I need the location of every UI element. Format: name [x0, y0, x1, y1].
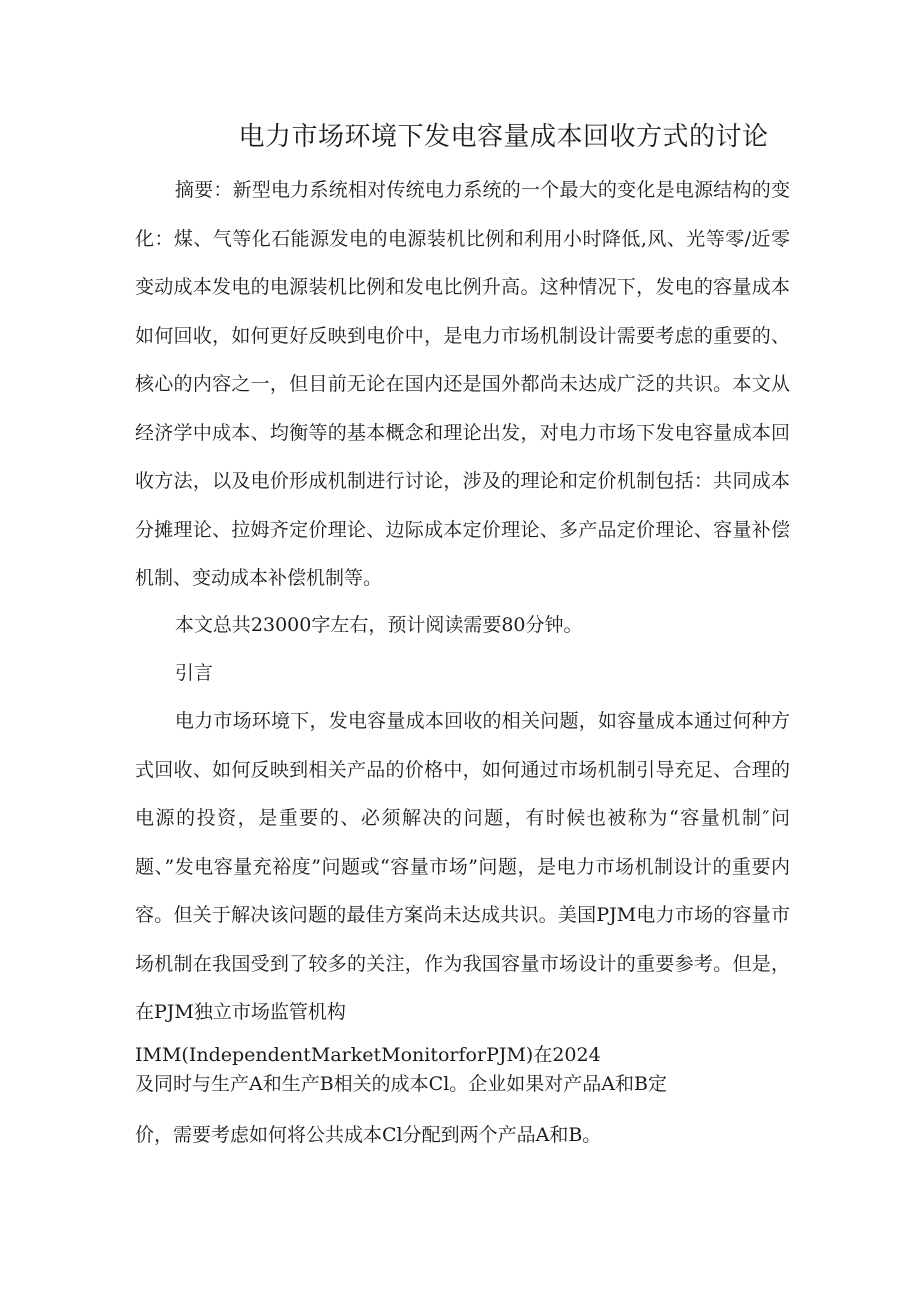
word-count-note: 本文总共23000字左右，预计阅读需要80分钟。	[174, 614, 583, 636]
cost-allocation-line-1: 及同时与生产A和生产B相关的成本Cl。企业如果对产品A和B定	[135, 1073, 667, 1095]
imm-line: IMM(IndependentMarketMonitorforPJM)在2024	[135, 1044, 601, 1066]
intro-heading: 引言	[174, 662, 213, 684]
document-title: 电力市场环境下发电容量成本回收方式的讨论	[238, 122, 769, 152]
abstract-paragraph: 摘要：新型电力系统相对传统电力系统的一个最大的变化是电源结构的变化：煤、气等化石能源发电的电源装机比例和利用小时降低,风、光等零/近零变动成本发电的电源装机比例和发电比例升高。这种情况下，发电的容量成本如何回收，如何更好反映到电价中，是电力市场机制设计需要考虑的重要的、核心的内容之一，但目前无论在国内还是国外都尚未达成广泛的共识。本文从经济学中成本、均衡等的基本概念和理论出发，对电力市场下发电容量成本回收方法，以及电价形成机制进行讨论，涉及的理论和定价机制包括：共同成本分摊理论、拉姆齐定价理论、边际成本定价理论、多产品定价理论、容量补偿机制、变动成本补偿机制等。	[135, 179, 790, 589]
intro-paragraph: 电力市场环境下，发电容量成本回收的相关问题，如容量成本通过何种方式回收、如何反映到相关产品的价格中，如何通过市场机制引导充足、合理的电源的投资，是重要的、必须解决的问题，有时候也被称为“容量机制″问题、”发电容量充裕度”问题或“容量市场”问题，是电力市场机制设计的重要内容。但关于解决该问题的最佳方案尚未达成共识。美国PJM电力市场的容量市场机制在我国受到了较多的关注，作为我国容量市场设计的重要参考。但是，在PJM独立市场监管机构	[135, 710, 790, 1023]
cost-allocation-line-2: 价，需要考虑如何将公共成本Cl分配到两个产品A和B。	[135, 1124, 602, 1146]
